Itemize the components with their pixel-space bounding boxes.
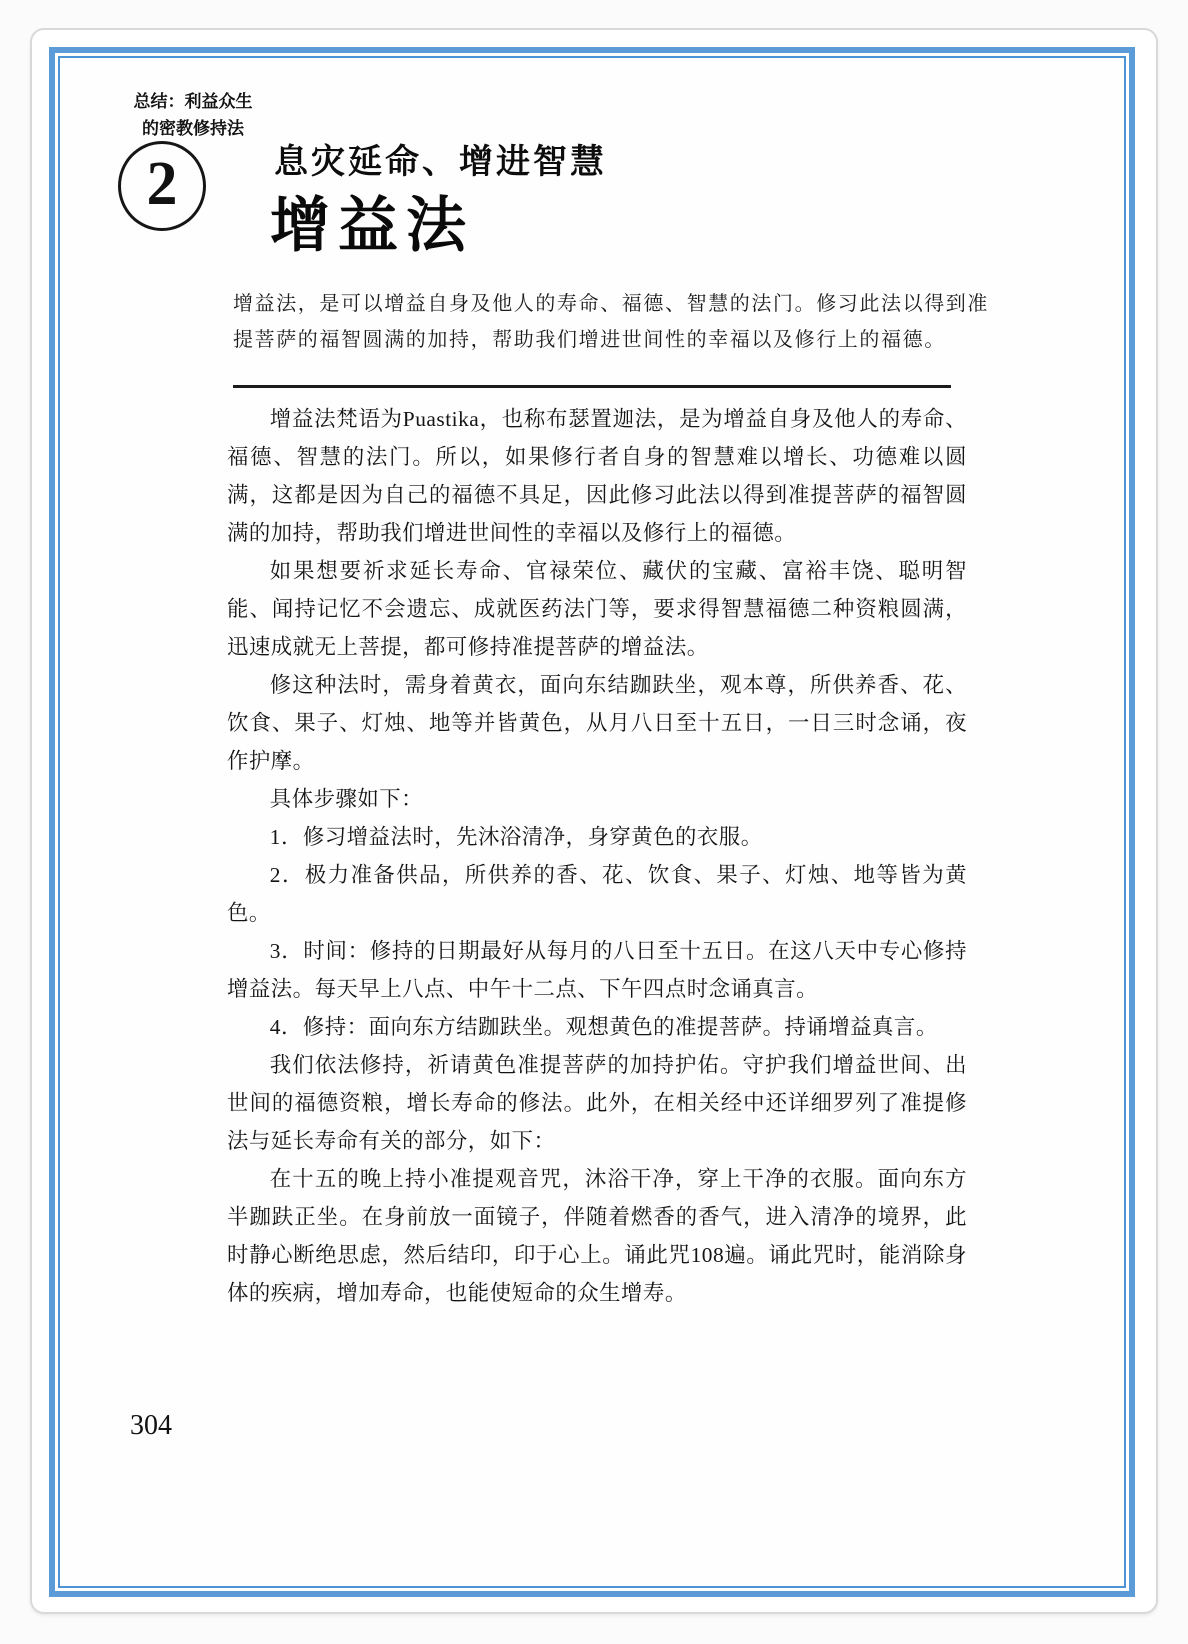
body-paragraph-8: 4．修持：面向东方结跏趺坐。观想黄色的准提菩萨。持诵增益真言。 (269, 1015, 938, 1039)
chapter-number: 2 (146, 150, 178, 218)
book-page (30, 28, 1158, 1614)
chapter-title: 增益法 (270, 192, 474, 259)
body-paragraph-9: 我们依法修持，祈请黄色准提菩萨的加持护佑。守护我们增益世间、出世间的福德资粮，增长寿命的修法。此外，在相关经中还详细罗列了准提修法与延长寿命有关的部分，如下： (227, 1053, 967, 1153)
body-paragraphs (227, 400, 967, 1312)
body-paragraph-6: 2．极力准备供品，所供养的香、花、饮食、果子、灯烛、地等皆为黄色。 (227, 863, 967, 925)
series-label-line1: 总结：利益众生 (133, 92, 253, 111)
chapter-number-badge (118, 141, 206, 231)
body-paragraph-10: 在十五的晚上持小准提观音咒，沐浴干净，穿上干净的衣服。面向东方半跏趺正坐。在身前放一面镜子，伴随着燃香的香气，进入清净的境界，此时静心断绝思虑，然后结印，印于心上。诵此咒108遍。诵此咒时，能消除身体的疾病，增加寿命，也能使短命的众生增寿。 (227, 1167, 967, 1305)
body-paragraph-1: 增益法梵语为Puastika，也称布瑟置迦法，是为增益自身及他人的寿命、福德、智慧的法门。所以，如果修行者自身的智慧难以增长、功德难以圆满，这都是因为自己的福德不具足，因此修习此法以得到准提菩萨的福智圆满的加持，帮助我们增进世间性的幸福以及修行上的福德。 (227, 407, 967, 545)
page-number: 304 (130, 1410, 172, 1441)
intro-paragraph: 增益法，是可以增益自身及他人的寿命、福德、智慧的法门。修习此法以得到准提菩萨的福智圆满的加持，帮助我们增进世间性的幸福以及修行上的福德。 (233, 293, 989, 351)
decorative-frame-outer (49, 47, 1135, 1597)
body-paragraph-4: 具体步骤如下： (269, 787, 424, 811)
decorative-frame-inner (58, 56, 1126, 1588)
body-paragraph-5: 1．修习增益法时，先沐浴清净，身穿黄色的衣服。 (269, 825, 763, 849)
page-content (60, 58, 1124, 1586)
chapter-subtitle: 息灾延命、增进智慧 (274, 143, 607, 181)
series-label-line2: 的密教修持法 (142, 119, 244, 138)
section-divider (233, 385, 951, 388)
body-paragraph-7: 3．时间：修持的日期最好从每月的八日至十五日。在这八天中专心修持增益法。每天早上八点、中午十二点、下午四点时念诵真言。 (227, 939, 967, 1001)
body-paragraph-2: 如果想要祈求延长寿命、官禄荣位、藏伏的宝藏、富裕丰饶、聪明智能、闻持记忆不会遗忘、成就医药法门等，要求得智慧福德二种资粮圆满，迅速成就无上菩提，都可修持准提菩萨的增益法。 (227, 559, 967, 659)
series-label (98, 88, 288, 142)
body-paragraph-3: 修这种法时，需身着黄衣，面向东结跏趺坐，观本尊，所供养香、花、饮食、果子、灯烛、地等并皆黄色，从月八日至十五日，一日三时念诵，夜作护摩。 (227, 673, 967, 773)
